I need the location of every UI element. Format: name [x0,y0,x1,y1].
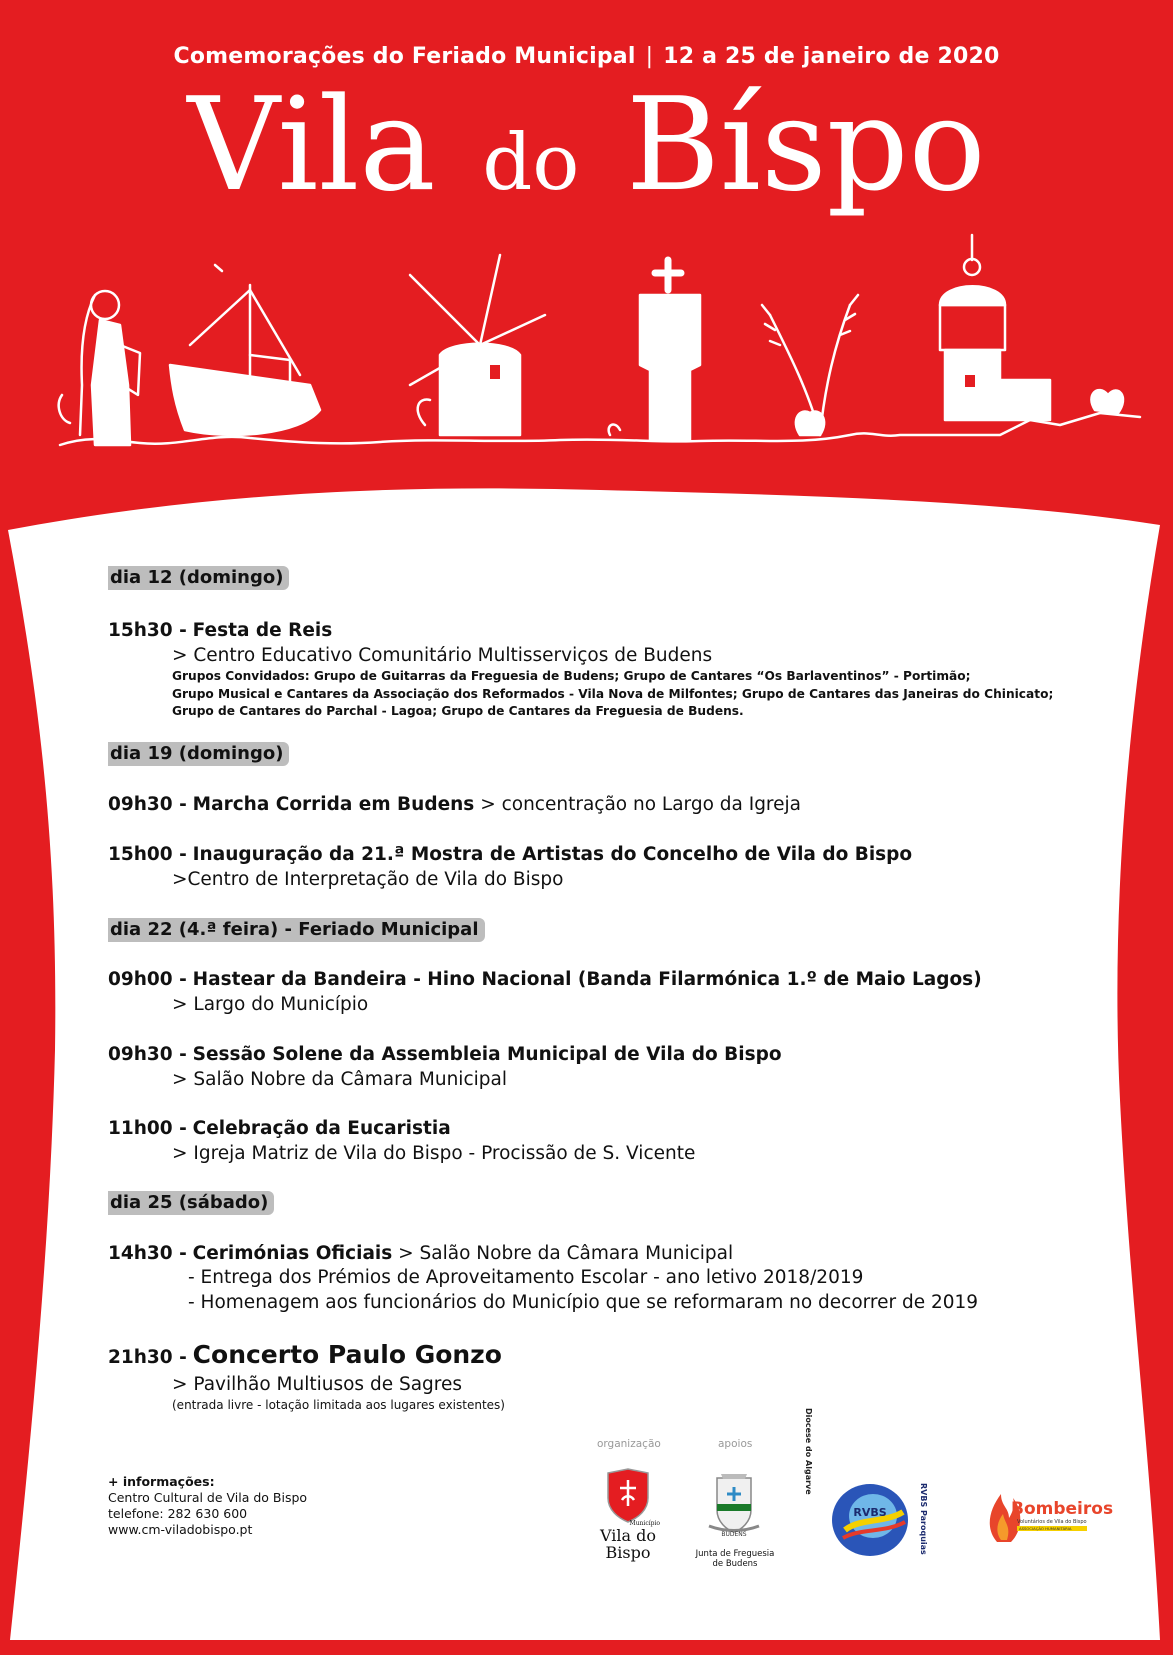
event-time: 21h30 - [108,1347,187,1368]
header-subtitle [0,44,1173,69]
subtitle-dates: 12 a 25 de janeiro de 2020 [663,44,1000,69]
info-block [108,1474,307,1538]
day-label-12: dia 12 (domingo) [108,566,289,590]
event-time: 14h30 - [108,1243,187,1264]
label-organization: organização [597,1438,661,1450]
rvbs-logo-icon [804,1408,930,1562]
event-place: > Largo do Município [172,994,369,1015]
coat-of-arms-icon [705,1470,763,1540]
skyline-illustration [0,235,1173,505]
municipio-name-line2: Bispo [605,1543,651,1562]
title-vila: Vila [187,71,436,220]
info-phone: telefone: 282 630 600 [108,1506,248,1521]
event-title: Hastear da Bandeira - Hino Nacional (Banda Filarmónica 1.º de Maio Lagos) [192,969,982,990]
event-title: Marcha Corrida em Budens [192,794,475,815]
junta-caption-line1: Junta de Freguesia [695,1549,775,1559]
tower-icon [609,260,700,440]
event-place: > Salão Nobre da Câmara Municipal [398,1243,734,1264]
title-do: do [482,118,580,208]
event-time: 09h00 - [108,969,187,990]
event-row [108,794,801,815]
bombeiros-name: Bombeiros [1011,1499,1114,1519]
label-support: apoios [718,1438,753,1450]
event-title: Concerto Paulo Gonzo [192,1340,502,1369]
budens-banner-text: BUDENS [721,1531,747,1538]
event-row [108,1243,733,1264]
day-label-19: dia 19 (domingo) [108,742,289,766]
event-time: 09h30 - [108,794,187,815]
day-label-25: dia 25 (sábado) [108,1191,274,1215]
event-note: Grupos Convidados: Grupo de Guitarras da Freguesia de Budens; Grupo de Cantares “Os Barlaventinos” - Portimão; [172,669,971,683]
event-place: > Centro Educativo Comunitário Multisserviços de Budens [172,645,713,666]
subtitle-separator: | [645,44,654,69]
event-title: Sessão Solene da Assembleia Municipal de Vila do Bispo [192,1044,782,1065]
event-note: Grupo de Cantares do Parchal - Lagoa; Grupo de Cantares da Freguesia de Budens. [172,704,744,718]
shield-icon [603,1468,653,1524]
municipio-logo-text [590,1520,666,1561]
bombeiros-sub: Voluntários de Vila do Bispo [1017,1519,1087,1525]
page-title [0,72,1173,219]
junta-caption-line2: de Budens [712,1559,758,1569]
lighthouse-icon [940,235,1123,420]
event-note: (entrada livre - lotação limitada aos lugares existentes) [172,1398,505,1412]
saint-icon [59,291,140,445]
event-place: >Centro de Interpretação de Vila do Bispo [172,869,564,890]
event-row [108,1044,782,1065]
day-label-22: dia 22 (4.ª feira) - Feriado Municipal [108,918,485,942]
flame-icon [983,1484,1114,1546]
event-place: > Pavilhão Multiusos de Sagres [172,1374,463,1395]
rvbs-mark: RVBS [853,1506,887,1519]
event-place: > Igreja Matriz de Vila do Bispo - Procissão de S. Vicente [172,1143,696,1164]
event-place: > Salão Nobre da Câmara Municipal [172,1069,507,1090]
event-row [108,620,332,641]
event-row [108,1118,451,1139]
windmill-icon [410,255,545,435]
bombeiros-assoc: ASSOCIAÇÃO HUMANITÁRIA [1019,1526,1072,1532]
event-title: Inauguração da 21.ª Mostra de Artistas do Concelho de Vila do Bispo [192,844,913,865]
info-organization: Centro Cultural de Vila do Bispo [108,1490,308,1505]
junta-caption [690,1549,780,1569]
diocese-text: Diocese do Algarve [804,1408,813,1495]
event-title: Cerimónias Oficiais [192,1243,393,1264]
event-row [108,844,912,865]
event-note: Grupo Musical e Cantares da Associação dos Reformados - Vila Nova de Milfontes; Grupo de Cantares das Janeiras do Chinicato; [172,686,1054,701]
info-heading: + informações: [108,1474,215,1489]
municipio-name-line1: Vila do [599,1526,656,1545]
boat-icon [170,265,320,435]
subtitle-event: Comemorações do Feriado Municipal [173,44,636,69]
event-row [108,1340,502,1369]
municipio-small: Município [629,1520,660,1527]
event-title: Festa de Reis [192,620,333,641]
event-item: - Homenagem aos funcionários do Município que se reformaram no decorrer de 2019 [188,1292,979,1313]
event-row [108,969,982,990]
event-title: Celebração da Eucaristia [192,1118,451,1139]
wheat-icon [762,295,858,435]
event-item: - Entrega dos Prémios de Aproveitamento Escolar - ano letivo 2018/2019 [188,1267,864,1288]
title-bispo: Bíspo [625,71,986,220]
event-time: 15h30 - [108,620,187,641]
event-time: 11h00 - [108,1118,187,1139]
event-place: > concentração no Largo da Igreja [480,794,801,815]
info-website: www.cm-viladobispo.pt [108,1522,253,1537]
event-time: 15h00 - [108,844,187,865]
rvbs-text: RVBS Paroquias [919,1483,928,1555]
event-time: 09h30 - [108,1044,187,1065]
